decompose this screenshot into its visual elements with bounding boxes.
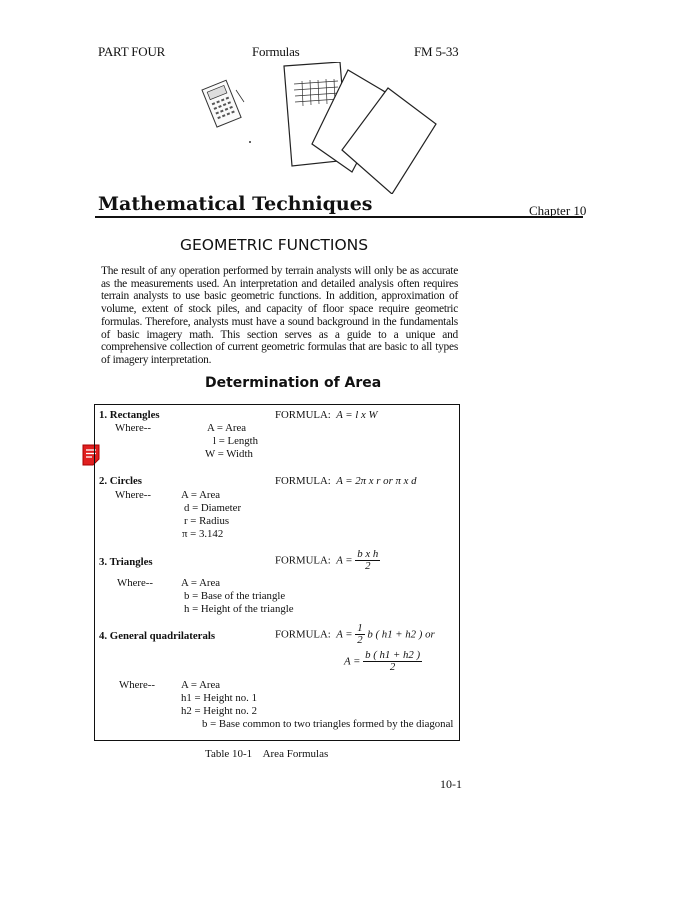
formula2-denominator: 2 — [389, 661, 396, 673]
where-label: Where-- — [117, 577, 153, 589]
circles-heading: 2. Circles — [99, 475, 142, 487]
triangles-def: b = Base of the triangle — [184, 590, 286, 602]
half-numerator: 1 — [357, 622, 363, 634]
where-label: Where-- — [115, 489, 151, 501]
quadrilaterals-formula2-fraction — [363, 650, 422, 673]
formula-label-text: FORMULA: — [275, 475, 331, 487]
triangles-def: A = Area — [181, 577, 221, 589]
quadrilaterals-def: b = Base common to two triangles formed by the diagonal — [202, 718, 454, 730]
triangles-formula-fraction — [355, 549, 380, 572]
formula-label-text: FORMULA: — [275, 409, 331, 421]
where-label: Where-- — [115, 422, 151, 434]
quadrilaterals-formula2-lhs: A = — [344, 655, 361, 668]
chapter-number: Chapter 10 — [529, 203, 587, 218]
quadrilaterals-def: A = Area — [181, 679, 221, 691]
rectangles-heading: 1. Rectangles — [99, 409, 160, 421]
formula-label — [275, 475, 416, 487]
intro-paragraph: The result of any operation performed by terrain analysts will only be as accurate as the measurements used. An interpretation and detailed analysis often requires terrain analysts to use basic geometric functions. In addition, approximation of volume, extent of stock piles, and capacity of floor space require geometric formulas. Therefore, analysts must have a sound background in the fundamentals of basic imagery math. This section serves as a guide to a unique and comprehensive collection of current geometric formulas that are basic to all types of imagery interpretation. — [101, 265, 458, 366]
circles-def: π = 3.142 — [182, 528, 224, 540]
triangles-formula-lhs: A = — [336, 554, 353, 567]
formula-label-text: FORMULA: — [275, 554, 331, 567]
rectangles-def: W = Width — [205, 448, 253, 460]
quadrilaterals-formula2 — [344, 650, 422, 673]
area-formulas-table — [94, 404, 460, 741]
formula2-numerator: b ( h1 + h2 ) — [365, 649, 421, 661]
calculator-illustration — [202, 80, 241, 127]
quadrilaterals-heading: 4. General quadrilaterals — [99, 630, 216, 642]
table-title: Determination of Area — [205, 375, 382, 391]
table-caption: Table 10-1 Area Formulas — [205, 748, 329, 760]
circles-formula: A = 2π x r or π x d — [336, 475, 417, 487]
formula-label-text: FORMULA: — [275, 628, 331, 641]
title-rule — [95, 216, 583, 218]
page-number: 10-1 — [440, 777, 462, 791]
half-denominator: 2 — [357, 634, 363, 646]
quadrilaterals-def: h2 = Height no. 2 — [181, 705, 257, 717]
formula-label — [275, 549, 380, 572]
triangles-formula-denominator: 2 — [365, 560, 371, 572]
quadrilaterals-half-fraction — [355, 623, 364, 646]
triangles-def: h = Height of the triangle — [184, 603, 294, 615]
where-label: Where-- — [119, 679, 155, 691]
circles-def: d = Diameter — [184, 502, 242, 514]
rectangles-formula: A = l x W — [336, 409, 378, 421]
header-part: PART FOUR — [98, 44, 166, 59]
quadrilaterals-formula1-lhs: A = — [336, 628, 353, 641]
calculator-and-papers-illustration — [192, 62, 442, 194]
section-title — [180, 236, 368, 254]
formula-label — [275, 409, 377, 421]
circles-def: r = Radius — [184, 515, 230, 527]
header-topic: Formulas — [252, 44, 300, 59]
rectangles-def: l = Length — [213, 435, 259, 447]
triangles-heading: 3. Triangles — [99, 556, 153, 568]
quadrilaterals-formula1-rhs: b ( h1 + h2 ) or — [367, 628, 435, 641]
rectangles-def: A = Area — [207, 422, 247, 434]
chapter-title: Mathematical Techniques — [98, 193, 373, 215]
triangles-formula-numerator: b x h — [357, 548, 379, 560]
section-title-text: GEOMETRIC FUNCTIONS — [180, 236, 369, 254]
header-manual-number: FM 5-33 — [414, 44, 459, 59]
quadrilaterals-def: h1 = Height no. 1 — [181, 692, 257, 704]
formula-label — [275, 623, 435, 646]
circles-def: A = Area — [181, 489, 221, 501]
